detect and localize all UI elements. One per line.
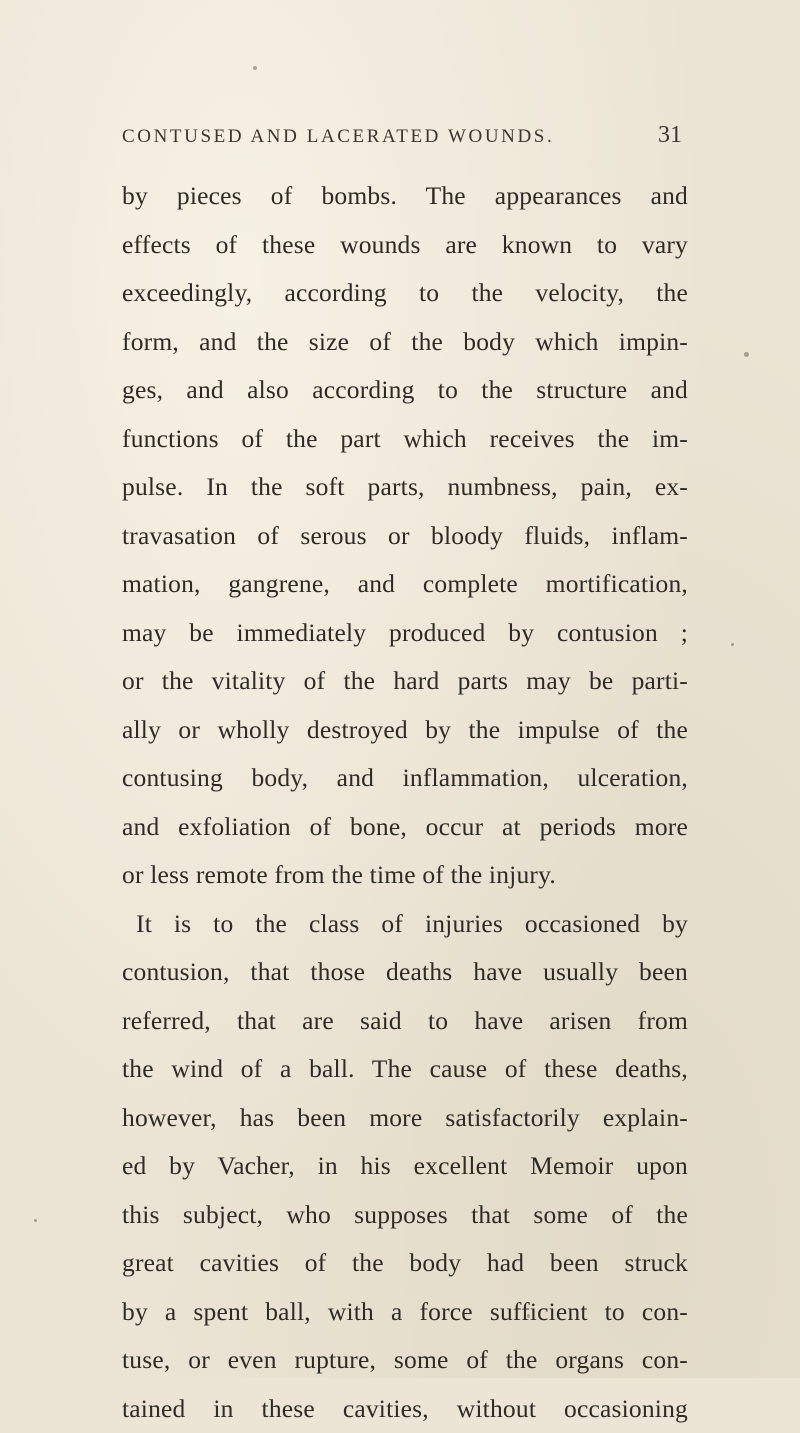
page-number: 31 — [658, 122, 682, 149]
text-line: however, has been more satisfactorily explain- — [122, 1094, 688, 1143]
text-line-paragraph-end: or less remote from the time of the injury. — [122, 851, 688, 900]
text-line: by pieces of bombs. The appearances and — [122, 172, 688, 221]
text-line-paragraph-start: It is to the class of injuries occasioned by — [122, 900, 688, 949]
text-line: this subject, who supposes that some of the — [122, 1191, 688, 1240]
text-line: functions of the part which receives the im- — [122, 415, 688, 464]
paper-speck — [744, 352, 749, 357]
text-line: form, and the size of the body which impin- — [122, 318, 688, 367]
text-line: may be immediately produced by contusion ; — [122, 609, 688, 658]
text-line: and exfoliation of bone, occur at periods more — [122, 803, 688, 852]
paper-speck — [34, 1219, 37, 1222]
text-line: referred, that are said to have arisen from — [122, 997, 688, 1046]
text-line: effects of these wounds are known to vary — [122, 221, 688, 270]
running-title: CONTUSED AND LACERATED WOUNDS. — [122, 126, 554, 148]
text-line: contusion, that those deaths have usually been — [122, 948, 688, 997]
text-line: ed by Vacher, in his excellent Memoir upon — [122, 1142, 688, 1191]
text-line: exceedingly, according to the velocity, the — [122, 269, 688, 318]
body-text — [122, 172, 688, 1433]
text-line: by a spent ball, with a force sufficient to con- — [122, 1288, 688, 1337]
text-line: tained in these cavities, without occasioning — [122, 1385, 688, 1433]
text-line: pulse. In the soft parts, numbness, pain, ex- — [122, 463, 688, 512]
paper-speck — [253, 66, 257, 70]
text-line: mation, gangrene, and complete mortification, — [122, 560, 688, 609]
text-line: great cavities of the body had been struck — [122, 1239, 688, 1288]
text-line: travasation of serous or bloody fluids, inflam- — [122, 512, 688, 561]
paper-speck — [731, 643, 734, 646]
text-line: ally or wholly destroyed by the impulse of the — [122, 706, 688, 755]
running-head — [122, 126, 682, 156]
text-line: ges, and also according to the structure and — [122, 366, 688, 415]
text-line: the wind of a ball. The cause of these deaths, — [122, 1045, 688, 1094]
text-line: or the vitality of the hard parts may be parti- — [122, 657, 688, 706]
text-line: tuse, or even rupture, some of the organs con- — [122, 1336, 688, 1385]
text-line: contusing body, and inflammation, ulceration, — [122, 754, 688, 803]
